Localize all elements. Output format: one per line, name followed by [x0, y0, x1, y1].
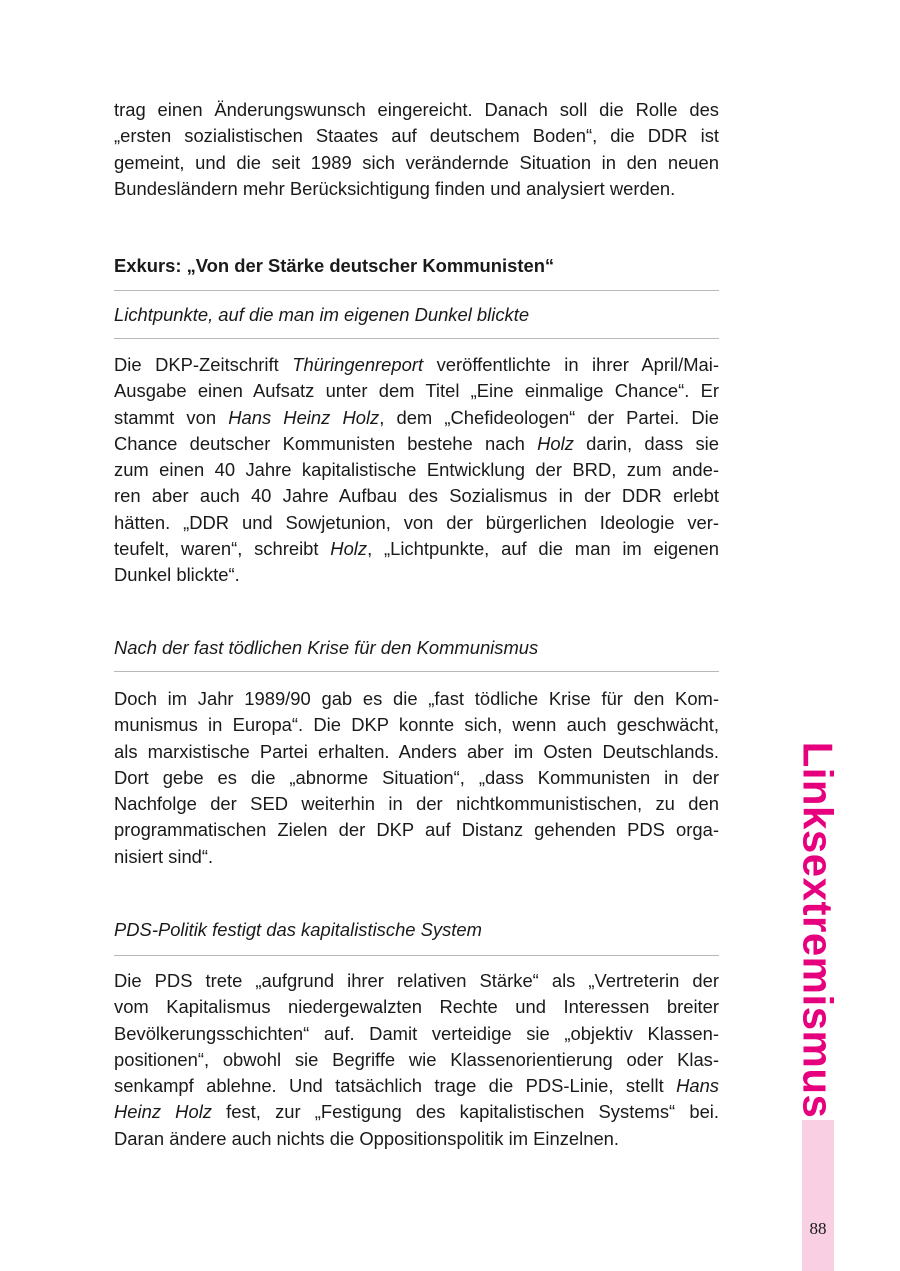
text-line: Nachfolge der SED weiterhin in der nichtkommunistischen, zu den: [114, 793, 719, 815]
sidebar-title-text: Linksextremismus: [794, 741, 841, 1119]
text-line: hätten. „DDR und Sowjetunion, von der bürgerlichen Ideologie ver-: [114, 511, 719, 533]
text-line: vom Kapitalismus niedergewalzten Rechte und Interessen breiter: [114, 996, 719, 1018]
text-line: ren aber auch 40 Jahre Aufbau des Sozialismus in der DDR erlebt: [114, 485, 719, 507]
italic-name: Holz: [330, 538, 368, 560]
subheading-block-3: [114, 917, 719, 943]
text-line: als marxistische Partei erhalten. Anders aber im Osten Deutschlands.: [114, 740, 719, 762]
section-3-body: [114, 968, 719, 1152]
section-2-body: [114, 686, 719, 870]
exkurs-heading: Exkurs: „Von der Stärke deutscher Kommunisten“: [114, 255, 555, 276]
text-line: Heinz Holz fest, zur „Festigung des kapitalistischen Systems“ bei.: [114, 1101, 719, 1123]
chapter-tab: [802, 1120, 834, 1271]
italic-name: Thüringenreport: [292, 354, 424, 375]
text-line: teufelt, waren“, schreibt Holz, „Lichtpunkte, auf die man im eigenen: [114, 538, 719, 560]
section-2-text: [114, 686, 719, 870]
text-line: Chance deutscher Kommunisten bestehe nach Holz darin, dass sie: [114, 432, 719, 454]
section-3-text: [114, 968, 719, 1152]
text-line: munismus in Europa“. Die DKP konnte sich, wenn auch geschwächt,: [114, 714, 719, 736]
subheading-krise: Nach der fast tödlichen Krise für den Kommunismus: [114, 637, 539, 658]
text-line: positionen“, obwohl sie Begriffe wie Klassenorientierung oder Klas-: [114, 1048, 719, 1070]
sidebar-chapter-title: [772, 741, 862, 1119]
text-line: Doch im Jahr 1989/90 gab es die „fast tödliche Krise für den Kom-: [114, 688, 719, 709]
text-line: Ausgabe einen Aufsatz unter dem Titel „Eine einmalige Chance“. Er: [114, 380, 719, 402]
divider: [114, 338, 719, 339]
text-line: Bundesländern mehr Berücksichtigung finden und analysiert werden.: [114, 177, 676, 199]
text-line: „ersten sozialistischen Staates auf deutschem Boden“, die DDR ist: [114, 125, 719, 147]
exkurs-heading-block: [114, 253, 719, 279]
divider: [114, 290, 719, 291]
text-line: gemeint, und die seit 1989 sich verändernde Situation in den neuen: [114, 151, 719, 173]
section-1-text: [114, 352, 719, 589]
page-number: 88: [809, 1219, 827, 1238]
divider: [114, 671, 719, 672]
text-line: Die DKP-Zeitschrift Thüringenreport veröffentlichte in ihrer April/Mai-: [114, 354, 719, 375]
subheading-pds-politik: PDS-Politik festigt das kapitalistische System: [114, 919, 482, 940]
text-line: Daran ändere auch nichts die Oppositionspolitik im Einzelnen.: [114, 1127, 620, 1149]
subheading-block-1: [114, 302, 719, 328]
text-line: zum einen 40 Jahre kapitalistische Entwicklung der BRD, zum ande-: [114, 459, 719, 481]
italic-name: Hans Heinz Holz: [228, 406, 380, 428]
text-line: programmatischen Zielen der DKP auf Distanz gehenden PDS orga-: [114, 819, 719, 841]
text-line: nisiert sind“.: [114, 845, 214, 867]
text-line: stammt von Hans Heinz Holz, dem „Chefideologen“ der Partei. Die: [114, 406, 719, 428]
text-line: Dunkel blickte“.: [114, 564, 240, 586]
text-line: Dort gebe es die „abnorme Situation“, „dass Kommunisten in der: [114, 766, 719, 788]
intro-paragraph: [114, 97, 719, 202]
subheading-lichtpunkte: Lichtpunkte, auf die man im eigenen Dunkel blickte: [114, 304, 530, 325]
italic-name: Heinz Holz: [114, 1101, 212, 1123]
divider: [114, 955, 719, 956]
text-line: Die PDS trete „aufgrund ihrer relativen Stärke“ als „Vertreterin der: [114, 970, 719, 991]
italic-name: Hans: [676, 1075, 719, 1097]
subheading-block-2: [114, 635, 719, 661]
text-line: senkampf ablehne. Und tatsächlich trage die PDS-Linie, stellt Hans: [114, 1075, 719, 1097]
section-1-body: [114, 352, 719, 589]
text-line: Bevölkerungsschichten“ auf. Damit verteidige sie „objektiv Klassen-: [114, 1022, 719, 1044]
intro-text: [114, 97, 719, 202]
text-line: trag einen Änderungswunsch eingereicht. Danach soll die Rolle des: [114, 99, 719, 120]
italic-name: Holz: [537, 432, 574, 454]
